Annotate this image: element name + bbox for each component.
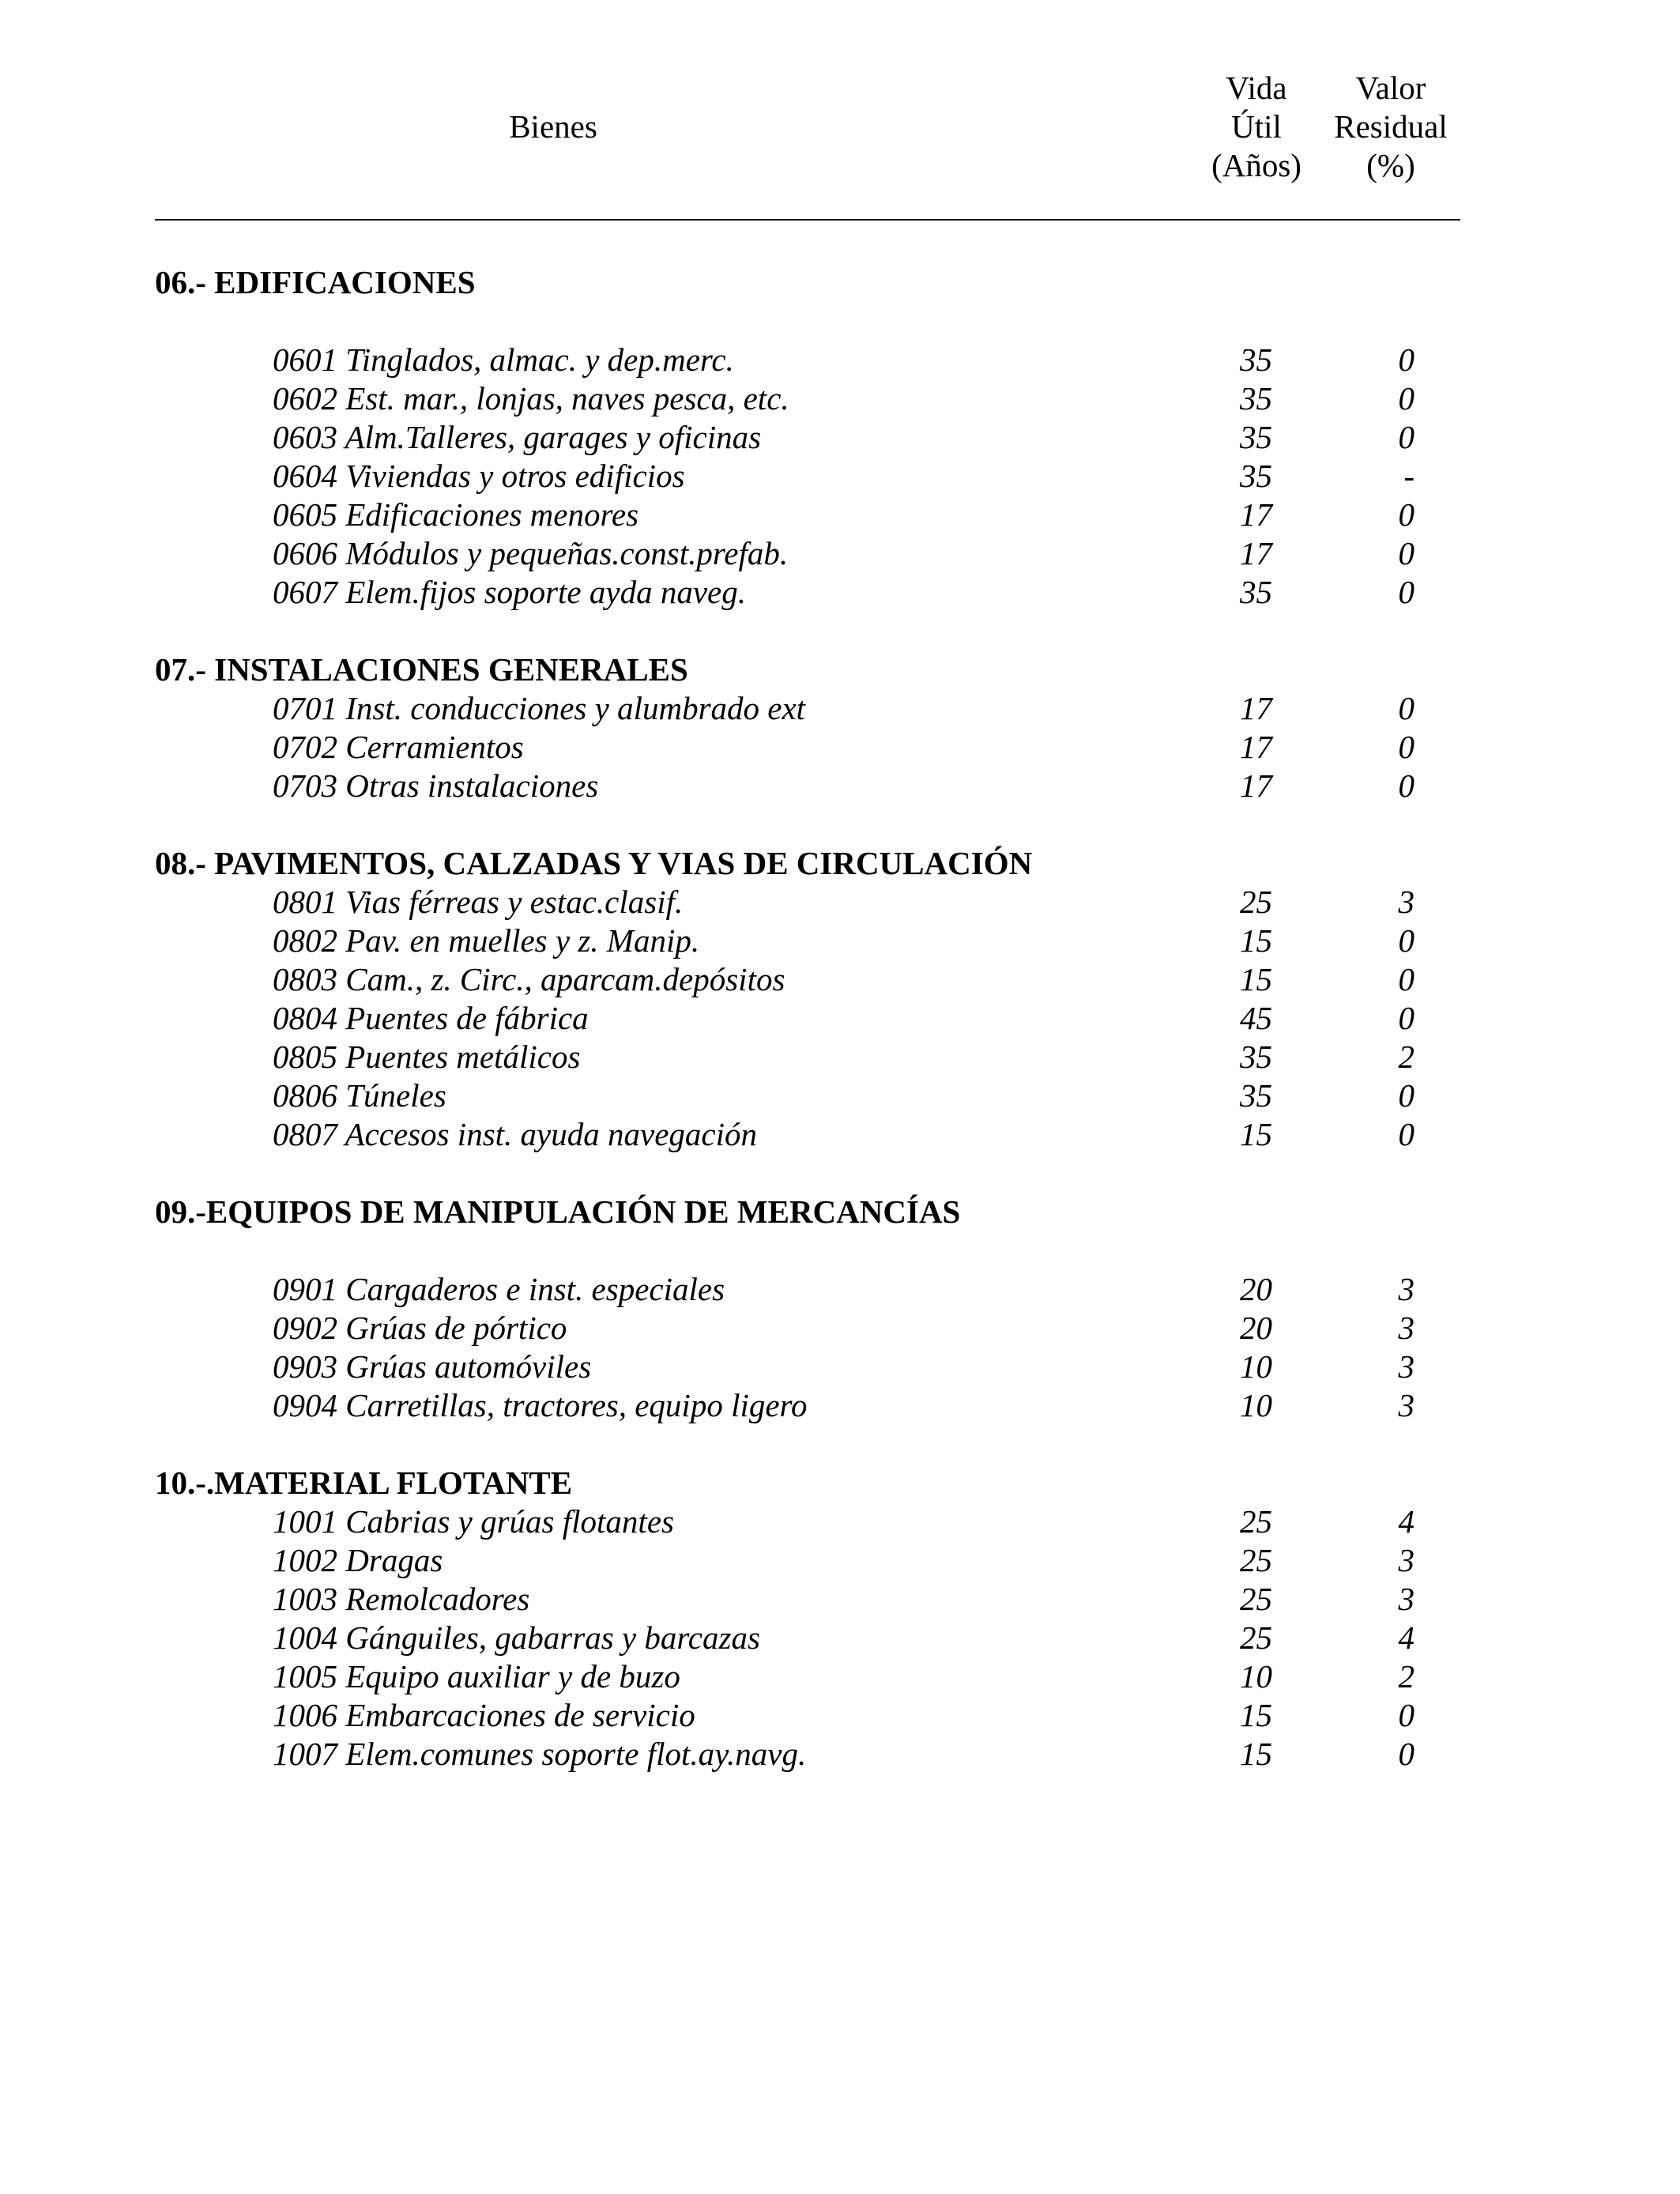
row-valor-residual: 3 bbox=[1398, 1387, 1414, 1423]
row-vida-util: 10 bbox=[1240, 1658, 1272, 1695]
row-vida-util: 35 bbox=[1240, 341, 1272, 378]
row-label: 0806 Túneles bbox=[273, 1077, 446, 1114]
table-row bbox=[0, 1502, 1680, 1541]
row-vida-util: 15 bbox=[1240, 1697, 1272, 1733]
row-label: 0607 Elem.fijos soporte ayda naveg. bbox=[273, 574, 746, 610]
row-label: 0604 Viviendas y otros edificios bbox=[273, 458, 685, 494]
row-vida-util: 25 bbox=[1240, 1619, 1272, 1656]
header-vida-line3: (Años) bbox=[1211, 147, 1301, 183]
row-valor-residual: 0 bbox=[1398, 419, 1414, 455]
row-label: 1007 Elem.comunes soporte flot.ay.navg. bbox=[273, 1736, 807, 1772]
row-valor-residual: 3 bbox=[1398, 1271, 1414, 1307]
row-label: 1006 Embarcaciones de servicio bbox=[273, 1697, 695, 1733]
row-label: 0606 Módulos y pequeñas.const.prefab. bbox=[273, 535, 789, 571]
column-header-bienes bbox=[443, 107, 664, 146]
table-row bbox=[0, 457, 1680, 496]
row-valor-residual: 2 bbox=[1398, 1658, 1414, 1695]
row-label: 0904 Carretillas, tractores, equipo ligero bbox=[273, 1387, 808, 1423]
row-valor-residual: 0 bbox=[1398, 535, 1414, 571]
row-vida-util: 25 bbox=[1240, 884, 1272, 920]
header-vida-line2: Útil bbox=[1231, 108, 1282, 145]
row-valor-residual: 3 bbox=[1398, 1581, 1414, 1617]
table-row bbox=[0, 1270, 1680, 1309]
table-row bbox=[0, 379, 1680, 418]
row-label: 0805 Puentes metálicos bbox=[273, 1039, 581, 1075]
row-vida-util: 25 bbox=[1240, 1503, 1272, 1540]
row-valor-residual: 0 bbox=[1398, 380, 1414, 417]
row-vida-util: 35 bbox=[1240, 419, 1272, 455]
row-label: 0902 Grúas de pórtico bbox=[273, 1310, 567, 1346]
row-label: 0605 Edificaciones menores bbox=[273, 496, 639, 533]
row-label: 0901 Cargaderos e inst. especiales bbox=[273, 1271, 725, 1307]
row-label: 0702 Cerramientos bbox=[273, 729, 524, 765]
row-vida-util: 17 bbox=[1240, 535, 1272, 571]
table-row bbox=[0, 1541, 1680, 1580]
row-label: 1003 Remolcadores bbox=[273, 1581, 530, 1617]
header-valor-line3: (%) bbox=[1366, 147, 1415, 183]
header-valor-line1: Valor bbox=[1355, 70, 1426, 106]
row-label: 0801 Vias férreas y estac.clasif. bbox=[273, 884, 684, 920]
table-row bbox=[0, 1735, 1680, 1774]
row-label: 1005 Equipo auxiliar y de buzo bbox=[273, 1658, 680, 1695]
table-row bbox=[0, 728, 1680, 767]
header-bienes-label: Bienes bbox=[509, 108, 597, 145]
row-valor-residual: 0 bbox=[1398, 1697, 1414, 1733]
row-vida-util: 35 bbox=[1240, 1077, 1272, 1114]
row-vida-util: 10 bbox=[1240, 1348, 1272, 1385]
section-title-06: 06.- EDIFICACIONES bbox=[155, 264, 476, 300]
row-label: 1004 Gánguiles, gabarras y barcazas bbox=[273, 1619, 760, 1656]
table-row bbox=[0, 1348, 1680, 1386]
table-row bbox=[0, 534, 1680, 573]
row-valor-residual: 0 bbox=[1398, 961, 1414, 997]
row-valor-residual: 2 bbox=[1398, 1039, 1414, 1075]
table-row bbox=[0, 883, 1680, 922]
row-valor-residual: 0 bbox=[1398, 574, 1414, 610]
row-vida-util: 25 bbox=[1240, 1581, 1272, 1617]
row-vida-util: 15 bbox=[1240, 1116, 1272, 1152]
row-valor-residual: 0 bbox=[1398, 1736, 1414, 1772]
table-row bbox=[0, 1115, 1680, 1154]
row-valor-residual: 0 bbox=[1398, 1077, 1414, 1114]
column-header-vida-util bbox=[1185, 69, 1328, 185]
header-divider bbox=[155, 219, 1460, 221]
table-row bbox=[0, 496, 1680, 534]
header-vida-line1: Vida bbox=[1226, 70, 1287, 106]
row-vida-util: 35 bbox=[1240, 458, 1272, 494]
table-row bbox=[0, 1386, 1680, 1425]
row-label: 0703 Otras instalaciones bbox=[273, 767, 599, 804]
row-vida-util: 20 bbox=[1240, 1271, 1272, 1307]
row-valor-residual: 0 bbox=[1398, 729, 1414, 765]
table-row bbox=[0, 418, 1680, 457]
row-label: 0602 Est. mar., lonjas, naves pesca, etc. bbox=[273, 380, 789, 417]
row-label: 0603 Alm.Talleres, garages y oficinas bbox=[273, 419, 762, 455]
row-vida-util: 35 bbox=[1240, 380, 1272, 417]
row-vida-util: 35 bbox=[1240, 1039, 1272, 1075]
row-valor-residual: 0 bbox=[1398, 1000, 1414, 1036]
row-valor-residual: 0 bbox=[1398, 1116, 1414, 1152]
row-label: 0903 Grúas automóviles bbox=[273, 1348, 592, 1385]
table-row bbox=[0, 767, 1680, 805]
row-vida-util: 17 bbox=[1240, 767, 1272, 804]
table-row bbox=[0, 1696, 1680, 1735]
table-row bbox=[0, 1657, 1680, 1696]
table-row bbox=[0, 1309, 1680, 1348]
row-vida-util: 17 bbox=[1240, 690, 1272, 726]
row-label: 0807 Accesos inst. ayuda navegación bbox=[273, 1116, 757, 1152]
table-row bbox=[0, 1076, 1680, 1115]
row-label: 1001 Cabrias y grúas flotantes bbox=[273, 1503, 674, 1540]
row-vida-util: 35 bbox=[1240, 574, 1272, 610]
section-title-09: 09.-EQUIPOS DE MANIPULACIÓN DE MERCANCÍAS bbox=[155, 1193, 961, 1230]
row-valor-residual: 3 bbox=[1398, 1348, 1414, 1385]
row-label: 1002 Dragas bbox=[273, 1542, 443, 1578]
row-vida-util: 17 bbox=[1240, 496, 1272, 533]
row-vida-util: 15 bbox=[1240, 961, 1272, 997]
table-row bbox=[0, 689, 1680, 728]
table-row bbox=[0, 922, 1680, 960]
row-valor-residual: 4 bbox=[1398, 1503, 1414, 1540]
table-row bbox=[0, 1619, 1680, 1657]
table-row bbox=[0, 1580, 1680, 1619]
row-vida-util: 15 bbox=[1240, 922, 1272, 959]
row-valor-residual: 3 bbox=[1398, 884, 1414, 920]
row-vida-util: 20 bbox=[1240, 1310, 1272, 1346]
column-header-valor-residual bbox=[1312, 69, 1470, 185]
section-title-07: 07.- INSTALACIONES GENERALES bbox=[155, 651, 688, 688]
row-valor-residual: 0 bbox=[1398, 922, 1414, 959]
table-row bbox=[0, 960, 1680, 999]
row-valor-residual: 3 bbox=[1398, 1310, 1414, 1346]
section-title-08: 08.- PAVIMENTOS, CALZADAS Y VIAS DE CIRCULACIÓN bbox=[155, 845, 1033, 881]
row-vida-util: 10 bbox=[1240, 1387, 1272, 1423]
row-label: 0601 Tinglados, almac. y dep.merc. bbox=[273, 341, 734, 378]
row-vida-util: 17 bbox=[1240, 729, 1272, 765]
row-valor-residual: 0 bbox=[1398, 341, 1414, 378]
row-label: 0802 Pav. en muelles y z. Manip. bbox=[273, 922, 700, 959]
row-valor-residual: - bbox=[1403, 458, 1414, 494]
table-row bbox=[0, 573, 1680, 612]
row-vida-util: 25 bbox=[1240, 1542, 1272, 1578]
row-label: 0701 Inst. conducciones y alumbrado ext bbox=[273, 690, 806, 726]
table-row bbox=[0, 341, 1680, 379]
row-valor-residual: 3 bbox=[1398, 1542, 1414, 1578]
row-vida-util: 45 bbox=[1240, 1000, 1272, 1036]
row-valor-residual: 0 bbox=[1398, 690, 1414, 726]
table-row bbox=[0, 1038, 1680, 1076]
row-label: 0803 Cam., z. Circ., aparcam.depósitos bbox=[273, 961, 785, 997]
row-vida-util: 15 bbox=[1240, 1736, 1272, 1772]
header-valor-line2: Residual bbox=[1334, 108, 1448, 145]
row-valor-residual: 4 bbox=[1398, 1619, 1414, 1656]
section-title-10: 10.-.MATERIAL FLOTANTE bbox=[155, 1465, 573, 1501]
table-row bbox=[0, 999, 1680, 1038]
row-label: 0804 Puentes de fábrica bbox=[273, 1000, 589, 1036]
row-valor-residual: 0 bbox=[1398, 496, 1414, 533]
row-valor-residual: 0 bbox=[1398, 767, 1414, 804]
